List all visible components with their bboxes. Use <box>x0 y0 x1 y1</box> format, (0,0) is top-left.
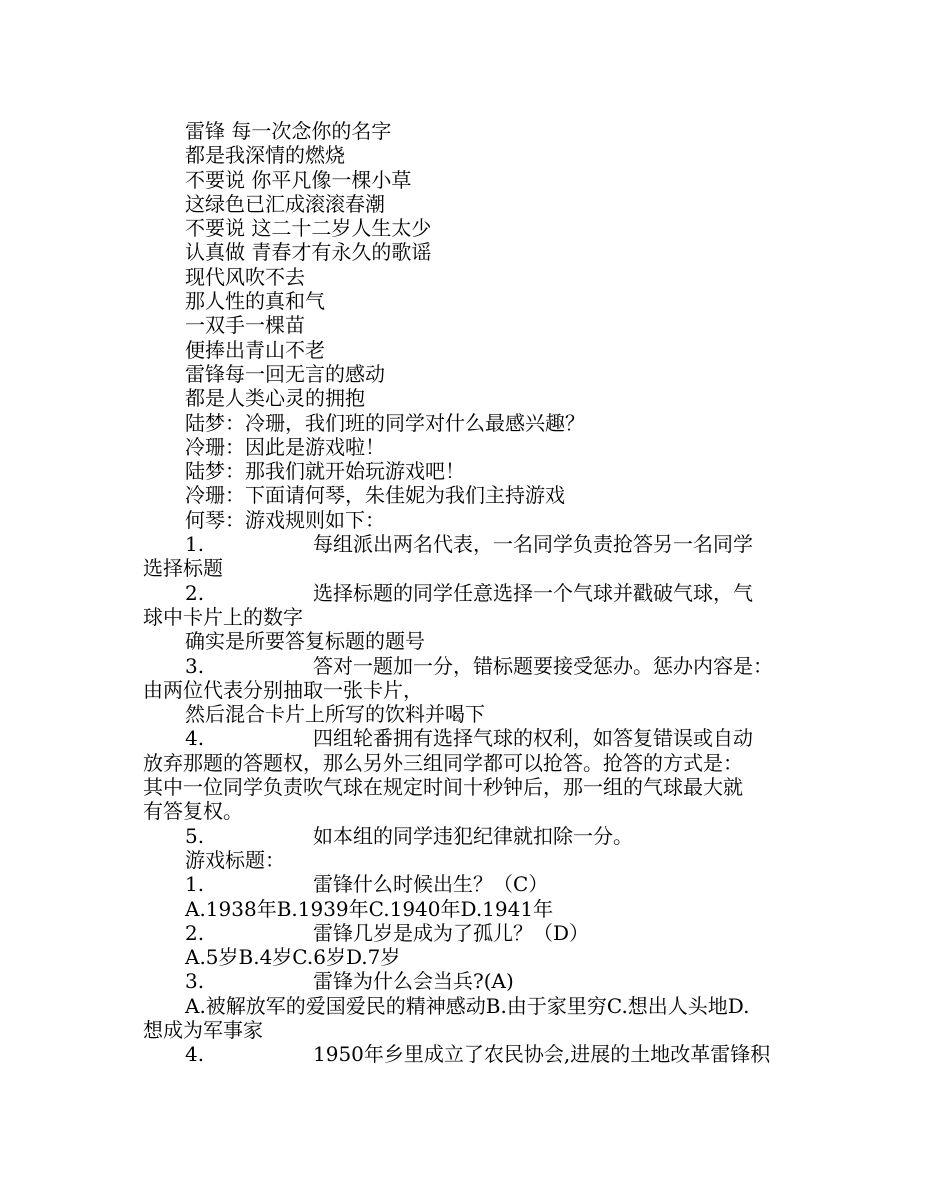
question-item <box>143 1042 823 1066</box>
rule-number: 1. <box>185 532 205 557</box>
poem <box>143 119 823 411</box>
question-options: A.被解放军的爱国爱民的精神感动B.由于家里穷C.想出人头地D. <box>185 993 750 1018</box>
rule-number: 4. <box>185 726 205 751</box>
rule-text-continued: 选择标题 <box>143 556 223 581</box>
rule-text-continued: 放弃那题的答题权，那么另外三组同学都可以抢答。抢答的方式是： <box>143 750 743 775</box>
question-options: A.5岁B.4岁C.6岁D.7岁 <box>185 945 401 970</box>
poem-line: 雷锋 每一次念你的名字 <box>185 119 392 143</box>
question-item <box>143 921 823 945</box>
rule-text: 每组派出两名代表，一名同学负责抢答另一名同学 <box>313 532 753 557</box>
rule-text-continued: 有答复权。 <box>143 799 243 824</box>
dialogue-line: 冷珊：因此是游戏啦！ <box>185 434 385 459</box>
dialogue-line: 陆梦：冷珊，我们班的同学对什么最感兴趣？ <box>185 410 585 435</box>
question-number: 2. <box>185 920 205 945</box>
rule-item <box>143 726 823 750</box>
game-heading: 游戏标题： <box>185 847 285 872</box>
poem-line: 不要说 这二十二岁人生太少 <box>185 216 432 241</box>
question-number: 4. <box>185 1042 205 1067</box>
poem-line: 那人性的真和气 <box>185 289 325 314</box>
poem-line: 不要说 你平凡像一棵小草 <box>185 167 412 192</box>
question-options: A.1938年B.1939年C.1940年D.1941年 <box>185 896 554 921</box>
question-text: 雷锋什么时候出生？（C） <box>313 872 549 897</box>
rule-text-continued: 确实是所要答复标题的题号 <box>185 629 425 654</box>
dialogue-line: 冷珊：下面请何琴，朱佳妮为我们主持游戏 <box>185 483 565 508</box>
question-text: 雷锋几岁是成为了孤儿？（D） <box>313 920 590 945</box>
poem-line: 都是人类心灵的拥抱 <box>185 386 365 411</box>
question-number: 1. <box>185 872 205 897</box>
rule-number: 2. <box>185 580 205 605</box>
rule-text-continued: 由两位代表分别抽取一张卡片， <box>143 677 423 702</box>
rule-text-continued: 然后混合卡片上所写的饮料并喝下 <box>185 702 485 727</box>
game-rules <box>143 532 823 848</box>
question-item <box>143 872 823 896</box>
question-list <box>143 872 823 1066</box>
poem-line: 认真做 青春才有永久的歌谣 <box>185 240 432 265</box>
rule-text: 四组轮番拥有选择气球的权利，如答复错误或自动 <box>313 726 753 751</box>
question-text: 雷锋为什么会当兵?(A) <box>313 969 514 994</box>
rule-text-continued: 球中卡片上的数字 <box>143 604 303 629</box>
rule-number: 5. <box>185 823 205 848</box>
rule-item <box>143 824 823 848</box>
rule-number: 3. <box>185 653 205 678</box>
rule-item <box>143 532 823 556</box>
rule-text: 答对一题加一分，错标题要接受惩办。惩办内容是： <box>313 653 773 678</box>
dialogue <box>143 411 823 532</box>
dialogue-line: 何琴：游戏规则如下： <box>185 507 385 532</box>
poem-line: 一双手一棵苗 <box>185 313 305 338</box>
rule-item <box>143 654 823 678</box>
rule-text: 选择标题的同学任意选择一个气球并戳破气球，气 <box>313 580 753 605</box>
rule-text-continued: 其中一位同学负责吹气球在规定时间十秒钟后，那一组的气球最大就 <box>143 775 743 800</box>
poem-line: 便捧出青山不老 <box>185 337 325 362</box>
question-text: 1950年乡里成立了农民协会,进展的土地改革雷锋积 <box>313 1042 771 1067</box>
poem-line: 这绿色已汇成滚滚春潮 <box>185 191 385 216</box>
rule-text: 如本组的同学违犯纪律就扣除一分。 <box>313 823 633 848</box>
question-number: 3. <box>185 969 205 994</box>
poem-line: 雷锋每一回无言的感动 <box>185 361 385 386</box>
dialogue-line: 陆梦：那我们就开始玩游戏吧！ <box>185 459 465 484</box>
document-body <box>143 119 823 1067</box>
rule-item <box>143 581 823 605</box>
question-options-continued: 想成为军事家 <box>143 1017 263 1042</box>
poem-line: 现代风吹不去 <box>185 264 305 289</box>
poem-line: 都是我深情的燃烧 <box>185 143 345 168</box>
question-item <box>143 969 823 993</box>
